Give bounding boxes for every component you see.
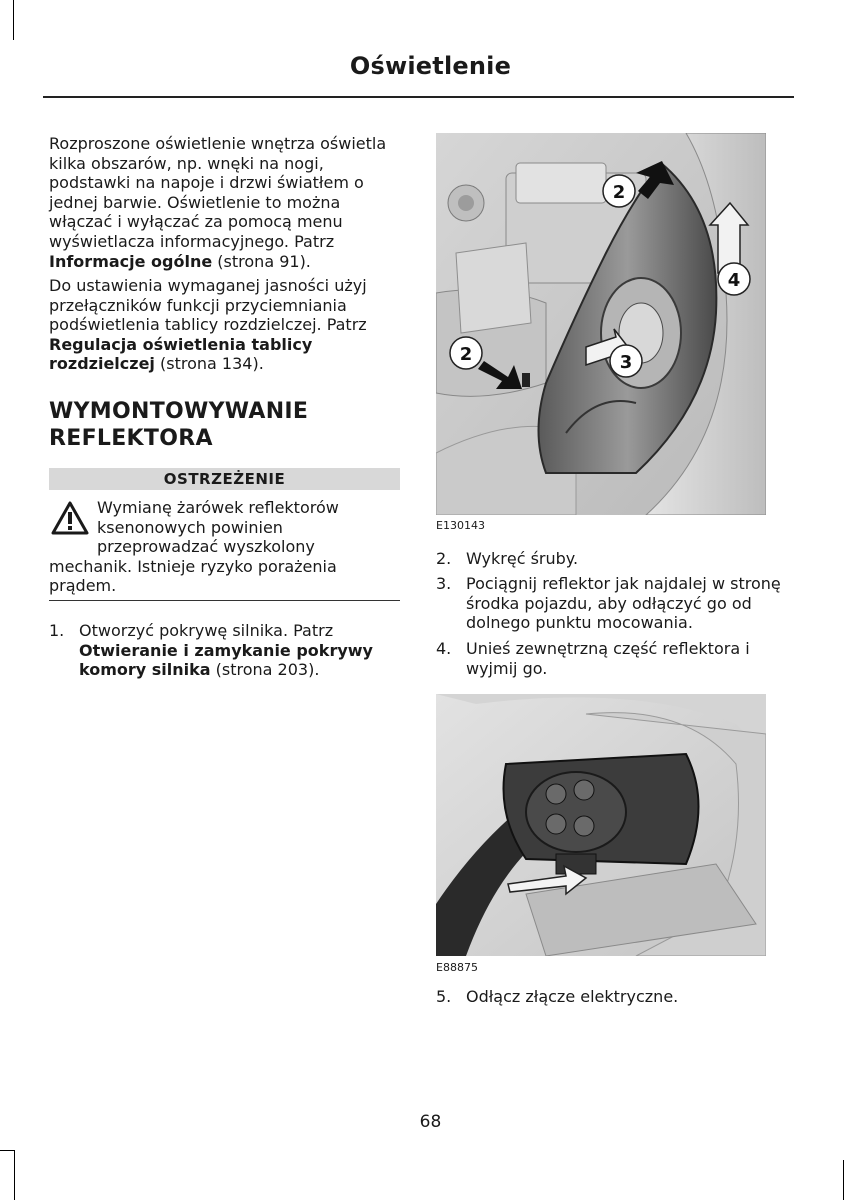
warning-line: ksenonowych powinien	[97, 517, 283, 537]
step-number: 5.	[436, 987, 452, 1006]
crop-mark-bottom-left-h	[0, 1150, 15, 1151]
warning-line: prądem.	[49, 576, 117, 596]
step-number: 3.	[436, 574, 452, 593]
list-item-step-5	[436, 987, 796, 1007]
section-heading-line: REFLEKTORA	[49, 426, 213, 451]
cross-ref-link[interactable]: Otwieranie i zamykanie pokrywy	[79, 640, 373, 660]
section-heading	[49, 398, 389, 452]
warning-line: mechanik. Istnieje ryzyko porażenia	[49, 556, 337, 576]
crop-mark-bottom-left-v	[14, 1150, 15, 1200]
text-line: jednej barwie. Oświetlenie to można	[49, 192, 341, 212]
step-number: 1.	[49, 621, 65, 640]
cross-ref-link[interactable]: Informacje ogólne	[49, 251, 213, 271]
cross-ref-link[interactable]: rozdzielczej	[49, 354, 155, 374]
figure-caption: E88875	[436, 961, 478, 974]
text-line: Rozproszone oświetlenie wnętrza oświetla	[49, 134, 387, 153]
list-item-step-3	[436, 574, 796, 634]
paragraph-ambient-lighting	[49, 134, 409, 271]
text-line: podświetlenia tablicy rozdzielczej. Patrz	[49, 315, 367, 335]
list-item-step-4	[436, 639, 796, 679]
warning-rule	[49, 600, 400, 601]
crop-mark-bottom-right-v	[843, 1160, 844, 1200]
headlamp-removal-illustration	[436, 133, 766, 515]
list-item-step-1	[49, 621, 399, 681]
step-text: środka pojazdu, aby odłączyć go od	[466, 593, 752, 613]
section-heading-line: WYMONTOWYWANIE	[49, 399, 309, 424]
page-number: 68	[419, 1112, 442, 1132]
warning-text	[49, 498, 400, 596]
header-rule	[43, 96, 794, 98]
text-line: Do ustawienia wymaganej jasności użyj	[49, 276, 367, 295]
warning-line: przeprowadzać wyszkolony	[97, 537, 315, 557]
step-text: Otworzyć pokrywę silnika. Patrz	[79, 621, 334, 640]
text-line: włączać i wyłączać za pomocą menu	[49, 212, 343, 232]
electrical-connector-illustration	[436, 694, 766, 956]
text-line: przełączników funkcji przyciemniania	[49, 295, 347, 315]
step-text: dolnego punktu mocowania.	[466, 613, 693, 633]
step-number: 4.	[436, 639, 452, 658]
callout-label: 3	[619, 352, 633, 373]
callout-label: 2	[459, 344, 473, 365]
callout-label: 2	[612, 182, 626, 203]
paragraph-brightness	[49, 276, 409, 374]
page-ref: (strona 91).	[212, 251, 311, 271]
page-ref: (strona 134).	[154, 354, 264, 374]
cross-ref-link[interactable]: komory silnika	[79, 660, 211, 680]
callout-label: 4	[727, 270, 741, 291]
step-text: Pociągnij reflektor jak najdalej w stronę	[466, 574, 781, 593]
crop-mark-top-left	[13, 0, 14, 40]
cross-ref-link[interactable]: Regulacja oświetlenia tablicy	[49, 334, 313, 354]
list-item-step-2	[436, 549, 796, 569]
page-ref: (strona 203).	[210, 660, 320, 680]
page-title: Oświetlenie	[349, 52, 512, 80]
warning-title: OSTRZEŻENIE	[49, 468, 400, 490]
text-line: podstawki na napoje i drzwi światłem o	[49, 173, 364, 193]
text-line: kilka obszarów, np. wnęki na nogi,	[49, 153, 324, 173]
step-text: wyjmij go.	[466, 658, 548, 678]
step-text: Odłącz złącze elektryczne.	[466, 987, 679, 1006]
figure-caption: E130143	[436, 519, 485, 532]
text-line: wyświetlacza informacyjnego. Patrz	[49, 231, 335, 251]
step-text: Wykręć śruby.	[466, 549, 579, 568]
step-text: Unieś zewnętrzną część reflektora i	[466, 639, 750, 658]
step-number: 2.	[436, 549, 452, 568]
warning-line: Wymianę żarówek reflektorów	[97, 498, 339, 517]
